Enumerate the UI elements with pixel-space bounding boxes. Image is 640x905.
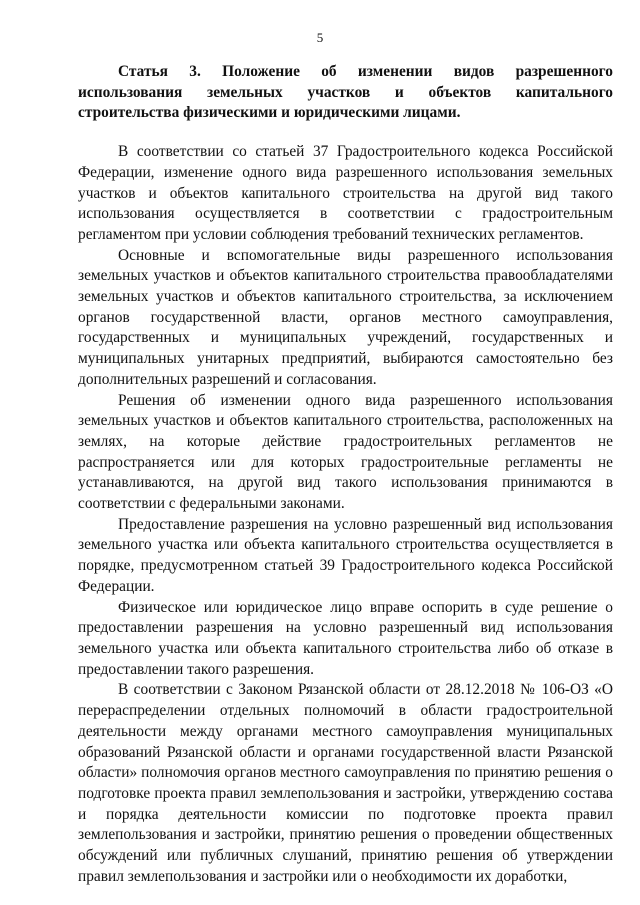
document-body: [78, 62, 613, 887]
article-title: Статья 3. Положение об изменении видов разрешенного использования земельных участков и объектов капитального строительства физическими и юридическими лицами.: [78, 63, 613, 122]
paragraph-1: В соответствии со статьей 37 Градостроительного кодекса Российской Федерации, изменение одного вида разрешенного использования земельных участков и объектов капитального строительства на другой вид такого использования осуществляется в соответствии с градостроительным регламентом при условии соблюдения требований технических регламентов.: [78, 143, 613, 243]
page-number: 5: [316, 30, 324, 45]
paragraph-3: Решения об изменении одного вида разрешенного использования земельных участков и объектов капитального строительства, расположенных на землях, на которые действие градостроительных регламентов не распространяется или для которых градостроительные регламенты не устанавливаются, на другой вид такого использования принимаются в соответствии с федеральными законами.: [78, 391, 613, 513]
paragraph-6: В соответствии с Законом Рязанской области от 28.12.2018 № 106-ОЗ «О перераспределении отдельных полномочий в области градостроительной деятельности между органами местного самоуправления муниципальных образований Рязанской области и органами государственной власти Рязанской области» полномочия органов местного самоуправления по принятию решения о подготовке проекта правил землепользования и застройки, утверждению состава и порядка деятельности комиссии по подготовке проекта правил землепользования и застройки, принятию решения о проведении общественных обсуждений или публичных слушаний, принятию решения об утверждении правил землепользования и застройки или о необходимости их доработки,: [78, 681, 613, 885]
paragraph-5: Физическое или юридическое лицо вправе оспорить в суде решение о предоставлении разрешения на условно разрешенный вид использования земельного участка или объекта капитального строительства либо об отказе в предоставлении такого разрешения.: [78, 598, 613, 678]
paragraph-2: Основные и вспомогательные виды разрешенного использования земельных участков и объектов капитального строительства правообладателями земельных участков и объектов капитального строительства, за исключением органов государственной власти, органов местного самоуправления, государственных и муниципальных учреждений, государственных и муниципальных унитарных предприятий, выбираются самостоятельно без дополнительных разрешений и согласования.: [78, 246, 613, 388]
paragraph-4: Предоставление разрешения на условно разрешенный вид использования земельного участка или объекта капитального строительства осуществляется в порядке, предусмотренном статьей 39 Градостроительного кодекса Российской Федерации.: [78, 515, 613, 595]
